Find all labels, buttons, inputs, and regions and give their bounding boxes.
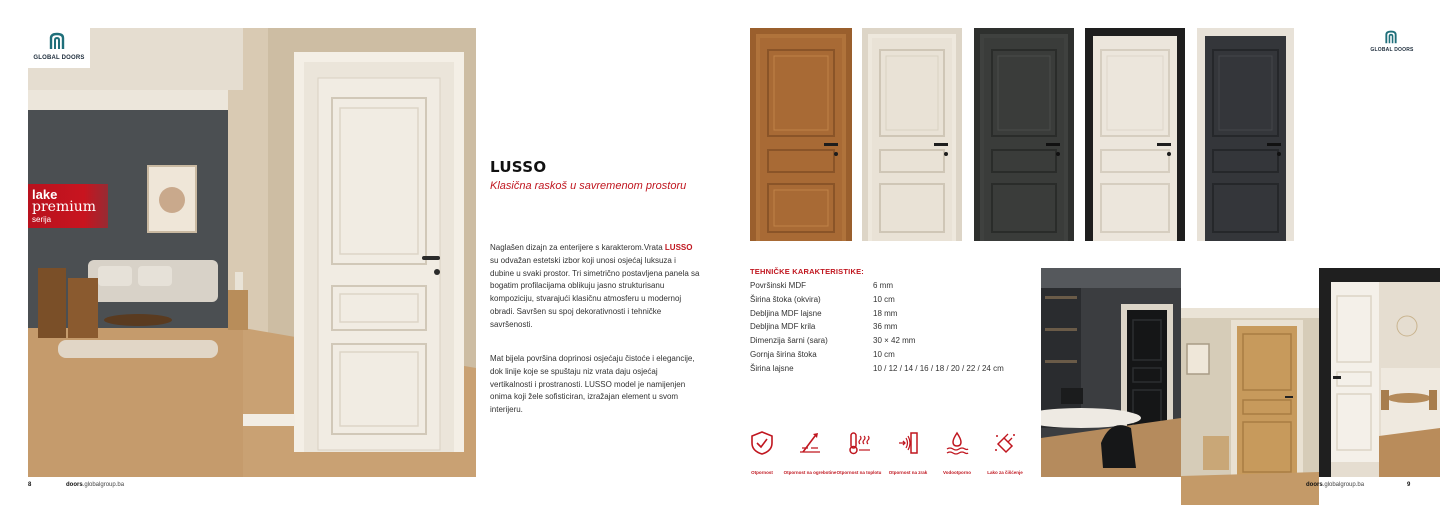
shield-check-icon	[749, 430, 775, 456]
spec-label: Dimenzija šarni (sara)	[750, 336, 828, 346]
feature-toplota	[836, 430, 882, 475]
hero-interior-image	[28, 28, 476, 477]
global-doors-logo-icon	[1384, 30, 1398, 44]
feature-caption: Otpornost na toplotu	[836, 470, 882, 475]
feature-ogrebotine	[783, 430, 837, 475]
door-variant-white-black-frame	[1085, 28, 1185, 241]
feature-vodootporno	[937, 430, 977, 475]
interior-photo-office	[1041, 268, 1181, 477]
description-paragraph-2: Mat bijela površina doprinosi osjećaju čistoće i elegancije, dok linije koje se spuštaju niz vrata daju osjećaj vertikalnosti i prostranosti. LUSSO model je namijenjen onima koji žele sofisticiran, izražajan element u svom interijeru.	[490, 354, 695, 415]
page-number-right: 9	[1407, 482, 1411, 488]
para1-text-a: Naglašen dizajn za enterijere s karakterom.Vrata	[490, 243, 665, 252]
global-doors-logo-icon	[48, 32, 66, 50]
door-variant-black-white-frame	[1197, 28, 1294, 241]
spec-value: 10 cm	[873, 350, 895, 359]
spec-row	[750, 309, 1050, 323]
feature-caption: Vodootporno	[943, 470, 971, 475]
series-line2: premium	[32, 199, 96, 215]
spec-row	[750, 364, 1050, 378]
specs-heading: TEHNIČKE KARAKTERISTIKE:	[750, 267, 864, 276]
spec-label: Širina lajsne	[750, 363, 794, 373]
feature-lako-ciscenje	[985, 430, 1025, 475]
series-badge	[28, 184, 108, 228]
spec-value: 10 cm	[873, 294, 895, 304]
interior-photo-hallway	[1181, 308, 1319, 505]
product-subtitle: Klasična raskoš u savremenom prostoru	[490, 180, 687, 192]
spec-value: 36 mm	[873, 322, 898, 332]
door-variant-oak	[750, 28, 852, 241]
spec-label: Površinski MDF	[750, 281, 807, 290]
spec-label: Debljina MDF lajsne	[750, 308, 822, 318]
spec-value: 18 mm	[873, 308, 898, 318]
feature-caption: Otpornost	[751, 470, 773, 475]
para1-text-b: su odvažan estetski izbor koji unosi osjećaj luksuza i dubine u svaki prostor. Tri simetrično postavljena panela sa bogatim profilacijama oblikuju jasno strukturisanu kompoziciju, stvarajući klasičnu atmosferu u modernoj obradi. Savršen su spoj dekorativnosti i tehničke savršenosti.	[490, 255, 700, 329]
brand-logo	[28, 28, 90, 68]
brand-logo-right	[1372, 30, 1412, 54]
footer-url-left	[66, 482, 124, 488]
heat-resistance-icon	[846, 430, 872, 456]
spec-value: 6 mm	[873, 281, 893, 290]
spec-value: 10 / 12 / 14 / 16 / 18 / 20 / 22 / 24 cm	[873, 363, 1004, 373]
brand-name-right: GLOBAL DOORS	[1370, 47, 1414, 53]
spec-row	[750, 322, 1050, 336]
door-variant-cream	[862, 28, 962, 241]
url-rest-right: .globalgroup.ba	[1322, 482, 1365, 488]
spec-label: Širina štoka (okvira)	[750, 294, 821, 304]
door-variant-anthracite	[974, 28, 1074, 241]
feature-caption: Otpornost na zrak	[888, 470, 928, 475]
product-title: LUSSO	[490, 158, 547, 176]
spec-label: Debljina MDF krila	[750, 322, 816, 332]
spec-value: 30 × 42 mm	[873, 336, 916, 346]
url-bold-right: doors	[1306, 482, 1323, 488]
feature-caption: Otpornost na ogrebotine	[783, 470, 837, 475]
series-line1: lake	[32, 187, 58, 202]
scratch-resistance-icon	[797, 430, 823, 456]
url-bold-left: doors	[66, 482, 83, 488]
series-line3: serija	[32, 215, 52, 224]
brand-name: GLOBAL DOORS	[33, 55, 85, 61]
description-paragraph-1	[490, 242, 700, 332]
para1-highlight: LUSSO	[664, 243, 693, 252]
page-number-left: 8	[28, 482, 32, 488]
url-rest-left: .globalgroup.ba	[82, 482, 125, 488]
spec-row	[750, 295, 1050, 309]
footer-url-right	[1306, 482, 1364, 488]
feature-otpornost	[742, 430, 782, 475]
interior-photo-dining	[1319, 268, 1440, 477]
spec-row	[750, 281, 1050, 295]
feature-caption: Lako za čišćenje	[987, 470, 1023, 475]
water-resistance-icon	[944, 430, 970, 456]
feature-zrak	[888, 430, 928, 475]
easy-cleaning-icon	[992, 430, 1018, 456]
spec-label: Gornja širina štoka	[750, 350, 817, 359]
spec-row	[750, 350, 1050, 364]
spec-row	[750, 336, 1050, 350]
air-resistance-icon	[895, 430, 921, 456]
